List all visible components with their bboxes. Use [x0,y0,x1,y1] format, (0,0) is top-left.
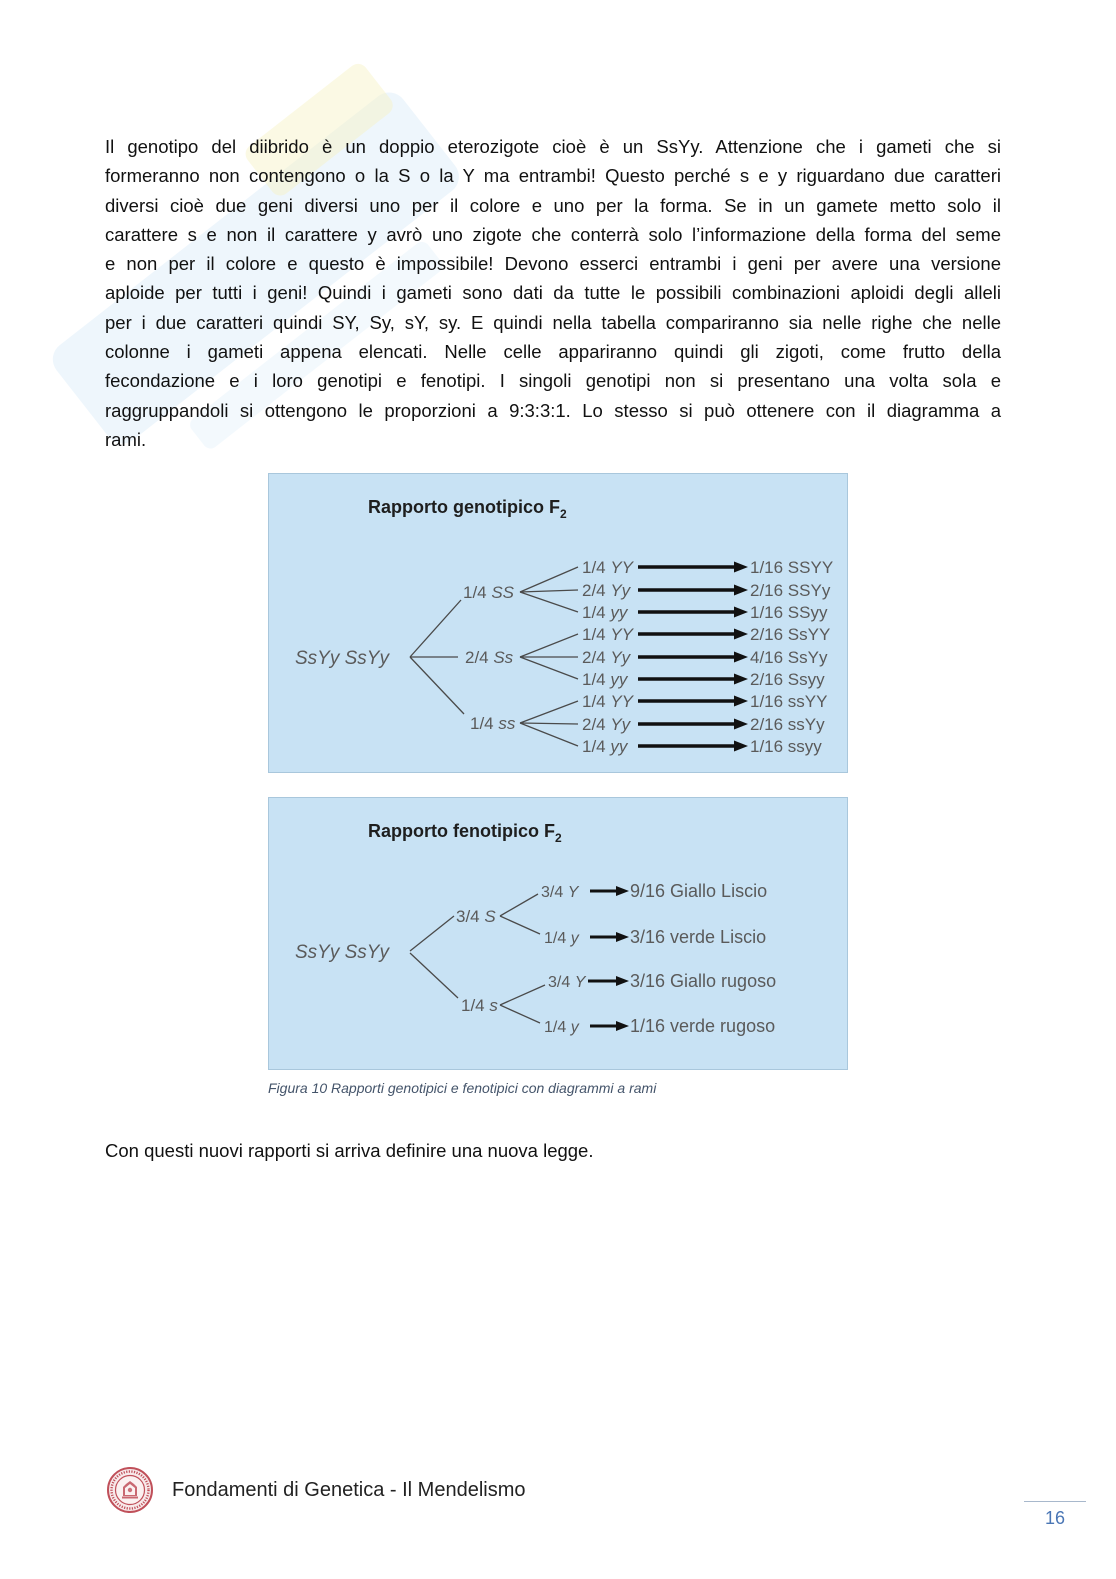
branch-genotype: ss [498,714,516,733]
result-phenotype: 3/16 verde Liscio [630,927,767,947]
child-fraction: 2/4 [582,715,606,734]
phenotypic-ratio-diagram [268,797,848,1070]
result-phenotype: 3/16 Giallo rugoso [630,971,777,991]
child-label [582,625,635,644]
result-genotype: 2/16 ssYy [750,715,825,734]
branch-fraction: 2/4 [465,648,489,667]
paragraph-line: e non per il colore e questo è impossibile! Devono esserci entrambi i geni per avere una versione [105,253,1001,275]
arrow-head [616,886,629,896]
child-genotype: YY [610,692,634,711]
genotypic-ratio-figure [268,473,848,773]
result-genotype: 1/16 SSyy [750,603,828,622]
paragraph-line: diversi cioè due geni diversi uno per il colore e uno per la forma. Se in un gamete metto solo il [105,194,1001,216]
arrow-head [734,741,748,752]
child-label [582,670,629,689]
child-label [544,1019,580,1036]
result-phenotype: 9/16 Giallo Liscio [630,881,768,901]
branch-genotype: SS [491,583,515,602]
branch-line [500,916,540,934]
diagram-title [368,497,567,521]
result-genotype: 2/16 SSYy [750,581,831,600]
child-label [582,737,629,756]
child-fraction: 1/4 [582,670,606,689]
child-allele: y [570,930,579,947]
parents-genotype: SsYy SsYy [295,648,389,669]
child-fraction: 3/4 [541,884,564,901]
child-fraction: 1/4 [582,692,606,711]
figure-caption: Figura 10 Rapporti genotipici e fenotipici con diagrammi a rami [268,1080,657,1096]
child-genotype: YY [610,625,634,644]
child-allele: Y [567,884,579,901]
paragraph-line: carattere s e non il carattere y avrò uno zigote che conterrà solo l’informazione della forma del seme [105,223,1001,245]
arrow-head [616,932,629,942]
arrow-head [734,629,748,640]
result-genotype: 1/16 SSYY [750,558,834,577]
arrow-head [734,719,748,730]
child-allele: y [570,1019,579,1036]
child-label [582,558,635,577]
result-genotype: 1/16 ssYY [750,692,828,711]
branch-label-s [461,996,498,1015]
result-genotype: 4/16 SsYy [750,648,828,667]
branch-label-S [456,907,496,926]
result-phenotype: 1/16 verde rugoso [630,1016,776,1036]
paragraph-line: aploide per tutti i geni! Quindi i gameti sono dati da tutte le possibili combinazioni aploidi degli alleli [105,282,1001,304]
arrow-head [734,607,748,618]
genotypic-ratio-diagram [268,473,848,773]
branch-line [520,723,578,724]
arrow-head [734,585,748,596]
branch-line [520,657,578,679]
branch-line [520,701,578,723]
child-genotype: yy [610,737,628,756]
child-label [541,884,580,901]
child-label [544,930,580,947]
body-paragraph [105,132,1001,454]
paragraph-line: rami. [105,428,147,450]
parents-genotype: SsYy SsYy [295,942,389,963]
branch-line [500,1005,540,1023]
child-label [582,648,632,667]
branch-label-SS [463,583,515,602]
diagram-title [368,821,562,845]
branch-fraction: 1/4 [470,714,494,733]
child-fraction: 1/4 [582,625,606,644]
diagram-title-text: Rapporto fenotipico F [368,821,555,841]
arrow-head [616,1021,629,1031]
child-fraction: 1/4 [582,737,606,756]
branch-allele: S [484,907,496,926]
branch-line [410,916,454,951]
child-label [582,692,635,711]
branch-fraction: 1/4 [463,583,487,602]
child-fraction: 1/4 [544,1019,567,1036]
branch-line [410,657,464,714]
paragraph-line: raggruppandoli si ottengono le proporzioni a 9:3:3:1. Lo stesso si può ottenere con il diagramma a [105,399,1001,421]
footer-divider [1024,1501,1086,1502]
arrow-head [734,674,748,685]
university-seal-icon [106,1466,154,1514]
diagram-title-text: Rapporto genotipico F [368,497,560,517]
child-label [582,603,629,622]
result-genotype: 2/16 SsYY [750,625,831,644]
branch-line [520,723,578,746]
paragraph-line: colonne i gameti appena elencati. Nelle celle appariranno quindi gli zigoti, come frutto della [105,341,1001,363]
child-genotype: yy [610,603,628,622]
branch-genotype: Ss [493,648,514,667]
child-genotype: Yy [610,581,631,600]
page-number: 16 [1045,1508,1066,1528]
paragraph-line: formeranno non contengono o la S o la Y ma entrambi! Questo perché s e y riguardano due caratteri [105,165,1001,187]
child-label [582,581,632,600]
child-genotype: yy [610,670,628,689]
child-fraction: 1/4 [582,558,606,577]
arrow-head [734,696,748,707]
child-fraction: 2/4 [582,648,606,667]
paragraph-line: per i due caratteri quindi SY, Sy, sY, sy. E quindi nella tabella compariranno sia nelle righe che nelle [105,311,1001,333]
child-allele: Y [574,974,586,991]
arrow-head [734,562,748,573]
branch-fraction: 1/4 [461,996,485,1015]
branch-line [520,567,578,592]
branch-line [410,953,458,998]
paragraph-line: fecondazione e i loro genotipi e fenotipi. I singoli genotipi non si presentano una volta sola e [105,370,1001,392]
child-fraction: 1/4 [544,930,567,947]
branch-label-Ss [465,648,514,667]
diagram-title-subscript: 2 [554,831,562,845]
child-label [582,715,632,734]
seal-emblem-base [122,1497,138,1499]
child-label [548,974,587,991]
child-genotype: Yy [610,648,631,667]
branch-allele: s [489,996,498,1015]
footer-title: Fondamenti di Genetica - Il Mendelismo [172,1479,526,1501]
result-genotype: 2/16 Ssyy [750,670,825,689]
phenotypic-ratio-figure [268,797,848,1070]
diagram-title-subscript: 2 [559,507,567,521]
child-genotype: YY [610,558,634,577]
branch-line [410,600,461,657]
closing-paragraph: Con questi nuovi rapporti si arriva definire una nuova legge. [105,1140,594,1161]
child-fraction: 1/4 [582,603,606,622]
branch-line [520,590,578,592]
branch-label-ss [470,714,516,733]
branch-fraction: 3/4 [456,907,480,926]
paragraph-line: Il genotipo del diibrido è un doppio eterozigote cioè è un SsYy. Attenzione che i gameti che si [105,136,1001,157]
branch-line [520,592,578,612]
child-fraction: 3/4 [548,974,571,991]
arrow-head [734,652,748,663]
branch-line [520,634,578,657]
branch-line [500,985,545,1005]
arrow-head [616,976,629,986]
child-genotype: Yy [610,715,631,734]
seal-emblem-center [128,1488,132,1492]
child-fraction: 2/4 [582,581,606,600]
result-genotype: 1/16 ssyy [750,737,822,756]
branch-line [500,894,538,916]
